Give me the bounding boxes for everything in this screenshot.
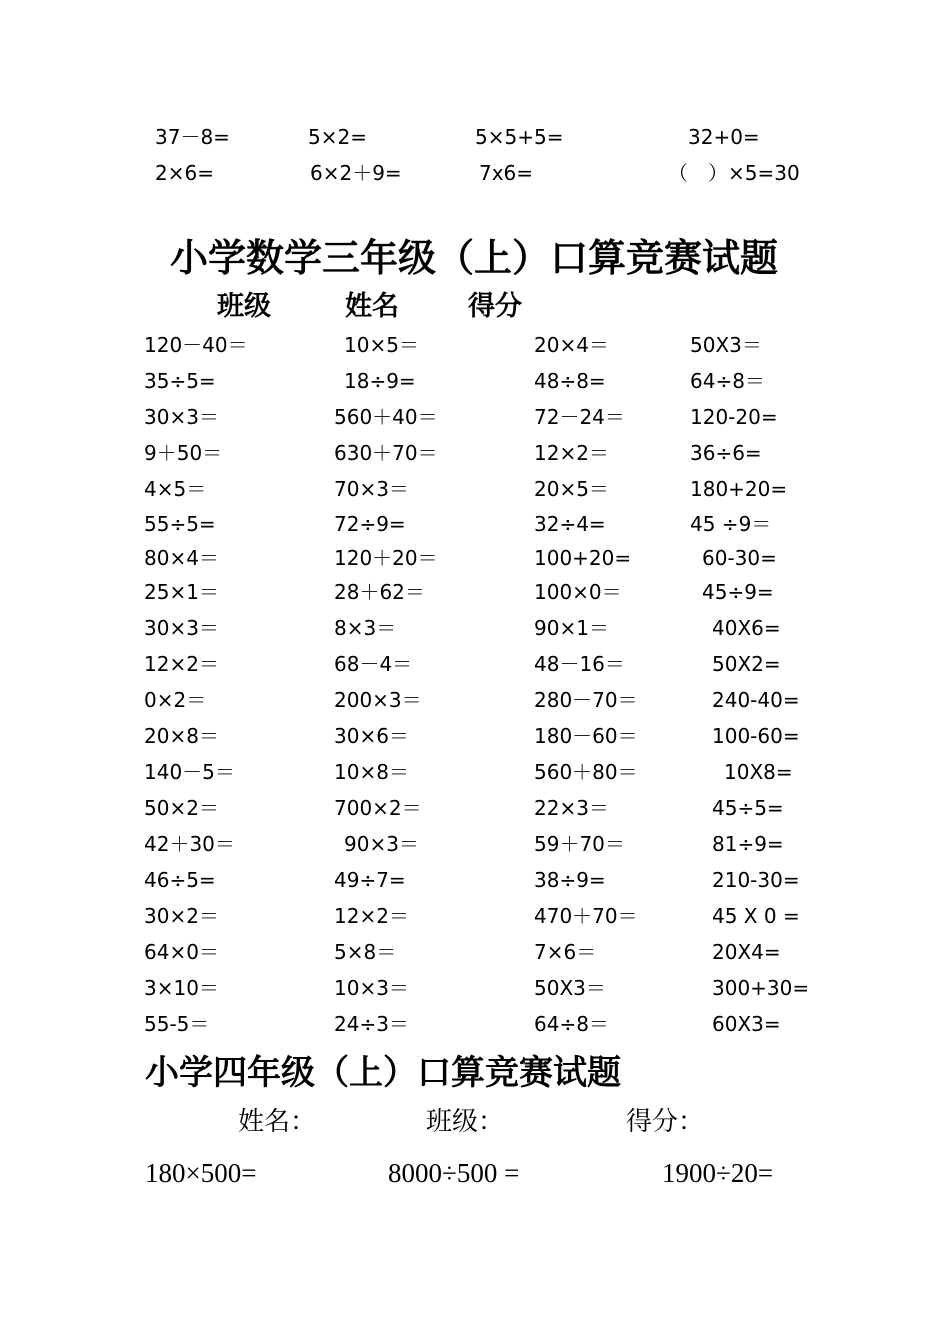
problem: 36÷6= (690, 441, 762, 465)
problem: 72－24＝ (534, 405, 625, 429)
problem: 24÷3＝ (334, 1012, 409, 1036)
problem: 560＋80＝ (534, 760, 638, 784)
problem: 10×3＝ (334, 976, 409, 1000)
problem: 10×5＝ (344, 333, 419, 357)
problem: 32+0= (688, 125, 760, 149)
field-name-4: 姓名： (238, 1107, 317, 1137)
problem: 10×8＝ (334, 760, 409, 784)
section4-title: 小学四年级（上）口算竞赛试题 (145, 1053, 621, 1093)
problem: 6×2＋9= (310, 161, 402, 185)
problem: 55÷5= (144, 512, 216, 536)
problem: 80×4＝ (144, 546, 219, 570)
problem: 38÷9= (534, 868, 606, 892)
problem: 20×8＝ (144, 724, 219, 748)
problem: 20×4＝ (534, 333, 609, 357)
problem: 45 X 0 = (712, 904, 800, 928)
problem: 50X2= (712, 652, 781, 676)
problem: 30×3＝ (144, 616, 219, 640)
problem: 180－60＝ (534, 724, 638, 748)
problem: 40X6= (712, 616, 781, 640)
problem: 10X8= (724, 760, 793, 784)
problem: 9＋50＝ (144, 441, 223, 465)
problem: 20X4= (712, 940, 781, 964)
problem: 3×10＝ (144, 976, 219, 1000)
problem: 64×0＝ (144, 940, 219, 964)
problem: 4×5＝ (144, 477, 207, 501)
problem: 72÷9= (334, 512, 406, 536)
problem: 45÷9= (702, 580, 774, 604)
problem: 22×3＝ (534, 796, 609, 820)
problem: 64÷8＝ (534, 1012, 609, 1036)
problem: 210-30= (712, 868, 800, 892)
problem: 55-5＝ (144, 1012, 210, 1036)
problem: 90×1＝ (534, 616, 609, 640)
field-score-4: 得分： (626, 1107, 705, 1137)
problem: 100×0＝ (534, 580, 622, 604)
problem: 20×5＝ (534, 477, 609, 501)
problem: 37－8= (155, 125, 230, 149)
problem: 59＋70＝ (534, 832, 625, 856)
problem: 50X3＝ (534, 976, 606, 1000)
problem: 200×3＝ (334, 688, 422, 712)
problem: 70×3＝ (334, 477, 409, 501)
problem: 50×2＝ (144, 796, 219, 820)
problem: 630＋70＝ (334, 441, 438, 465)
problem: 60X3= (712, 1012, 781, 1036)
problem: 25×1＝ (144, 580, 219, 604)
problem: 49÷7= (334, 868, 406, 892)
problem: 45÷5= (712, 796, 784, 820)
problem: 280－70＝ (534, 688, 638, 712)
problem: 470＋70＝ (534, 904, 638, 928)
problem: 30×6＝ (334, 724, 409, 748)
problem: 7×6＝ (534, 940, 597, 964)
problem: （ ）×5=30 (668, 161, 800, 185)
problem: 0×2＝ (144, 688, 207, 712)
problem: 46÷5= (144, 868, 216, 892)
problem: 180+20= (690, 477, 788, 501)
problem: 12×2＝ (144, 652, 219, 676)
problem: 30×2＝ (144, 904, 219, 928)
problem: 120＋20＝ (334, 546, 438, 570)
problem: 45 ÷9＝ (690, 512, 772, 536)
problem: 42＋30＝ (144, 832, 235, 856)
problem: 90×3＝ (344, 832, 419, 856)
field-class: 班级 (217, 291, 271, 322)
problem: 32÷4= (534, 512, 606, 536)
field-name: 姓名 (345, 291, 399, 322)
problem: 12×2＝ (334, 904, 409, 928)
problem: 48÷8= (534, 369, 606, 393)
problem: 100+20= (534, 546, 632, 570)
problem: 60-30= (702, 546, 777, 570)
problem: 8000÷500 = (388, 1158, 520, 1188)
problem: 35÷5= (144, 369, 216, 393)
problem: 100-60= (712, 724, 800, 748)
problem: 120－40＝ (144, 333, 248, 357)
problem: 48－16＝ (534, 652, 625, 676)
problem: 7x6= (479, 161, 534, 185)
problem: 8×3＝ (334, 616, 397, 640)
problem: 560＋40＝ (334, 405, 438, 429)
problem: 64÷8＝ (690, 369, 765, 393)
field-class-4: 班级： (426, 1107, 505, 1137)
problem: 18÷9= (344, 369, 416, 393)
problem: 180×500= (145, 1158, 257, 1188)
problem: 140－5＝ (144, 760, 235, 784)
problem: 5×2= (308, 125, 367, 149)
section3-title: 小学数学三年级（上）口算竞赛试题 (170, 235, 779, 280)
problem: 68－4＝ (334, 652, 413, 676)
problem: 120-20= (690, 405, 778, 429)
problem: 1900÷20= (662, 1158, 774, 1188)
problem: 28＋62＝ (334, 580, 425, 604)
problem: 300+30= (712, 976, 810, 1000)
problem: 2×6= (155, 161, 214, 185)
problem: 81÷9= (712, 832, 784, 856)
problem: 12×2＝ (534, 441, 609, 465)
problem: 30×3＝ (144, 405, 219, 429)
problem: 240-40= (712, 688, 800, 712)
field-score: 得分 (468, 291, 522, 322)
problem: 50X3＝ (690, 333, 762, 357)
problem: 5×8＝ (334, 940, 397, 964)
problem: 700×2＝ (334, 796, 422, 820)
problem: 5×5+5= (475, 125, 564, 149)
